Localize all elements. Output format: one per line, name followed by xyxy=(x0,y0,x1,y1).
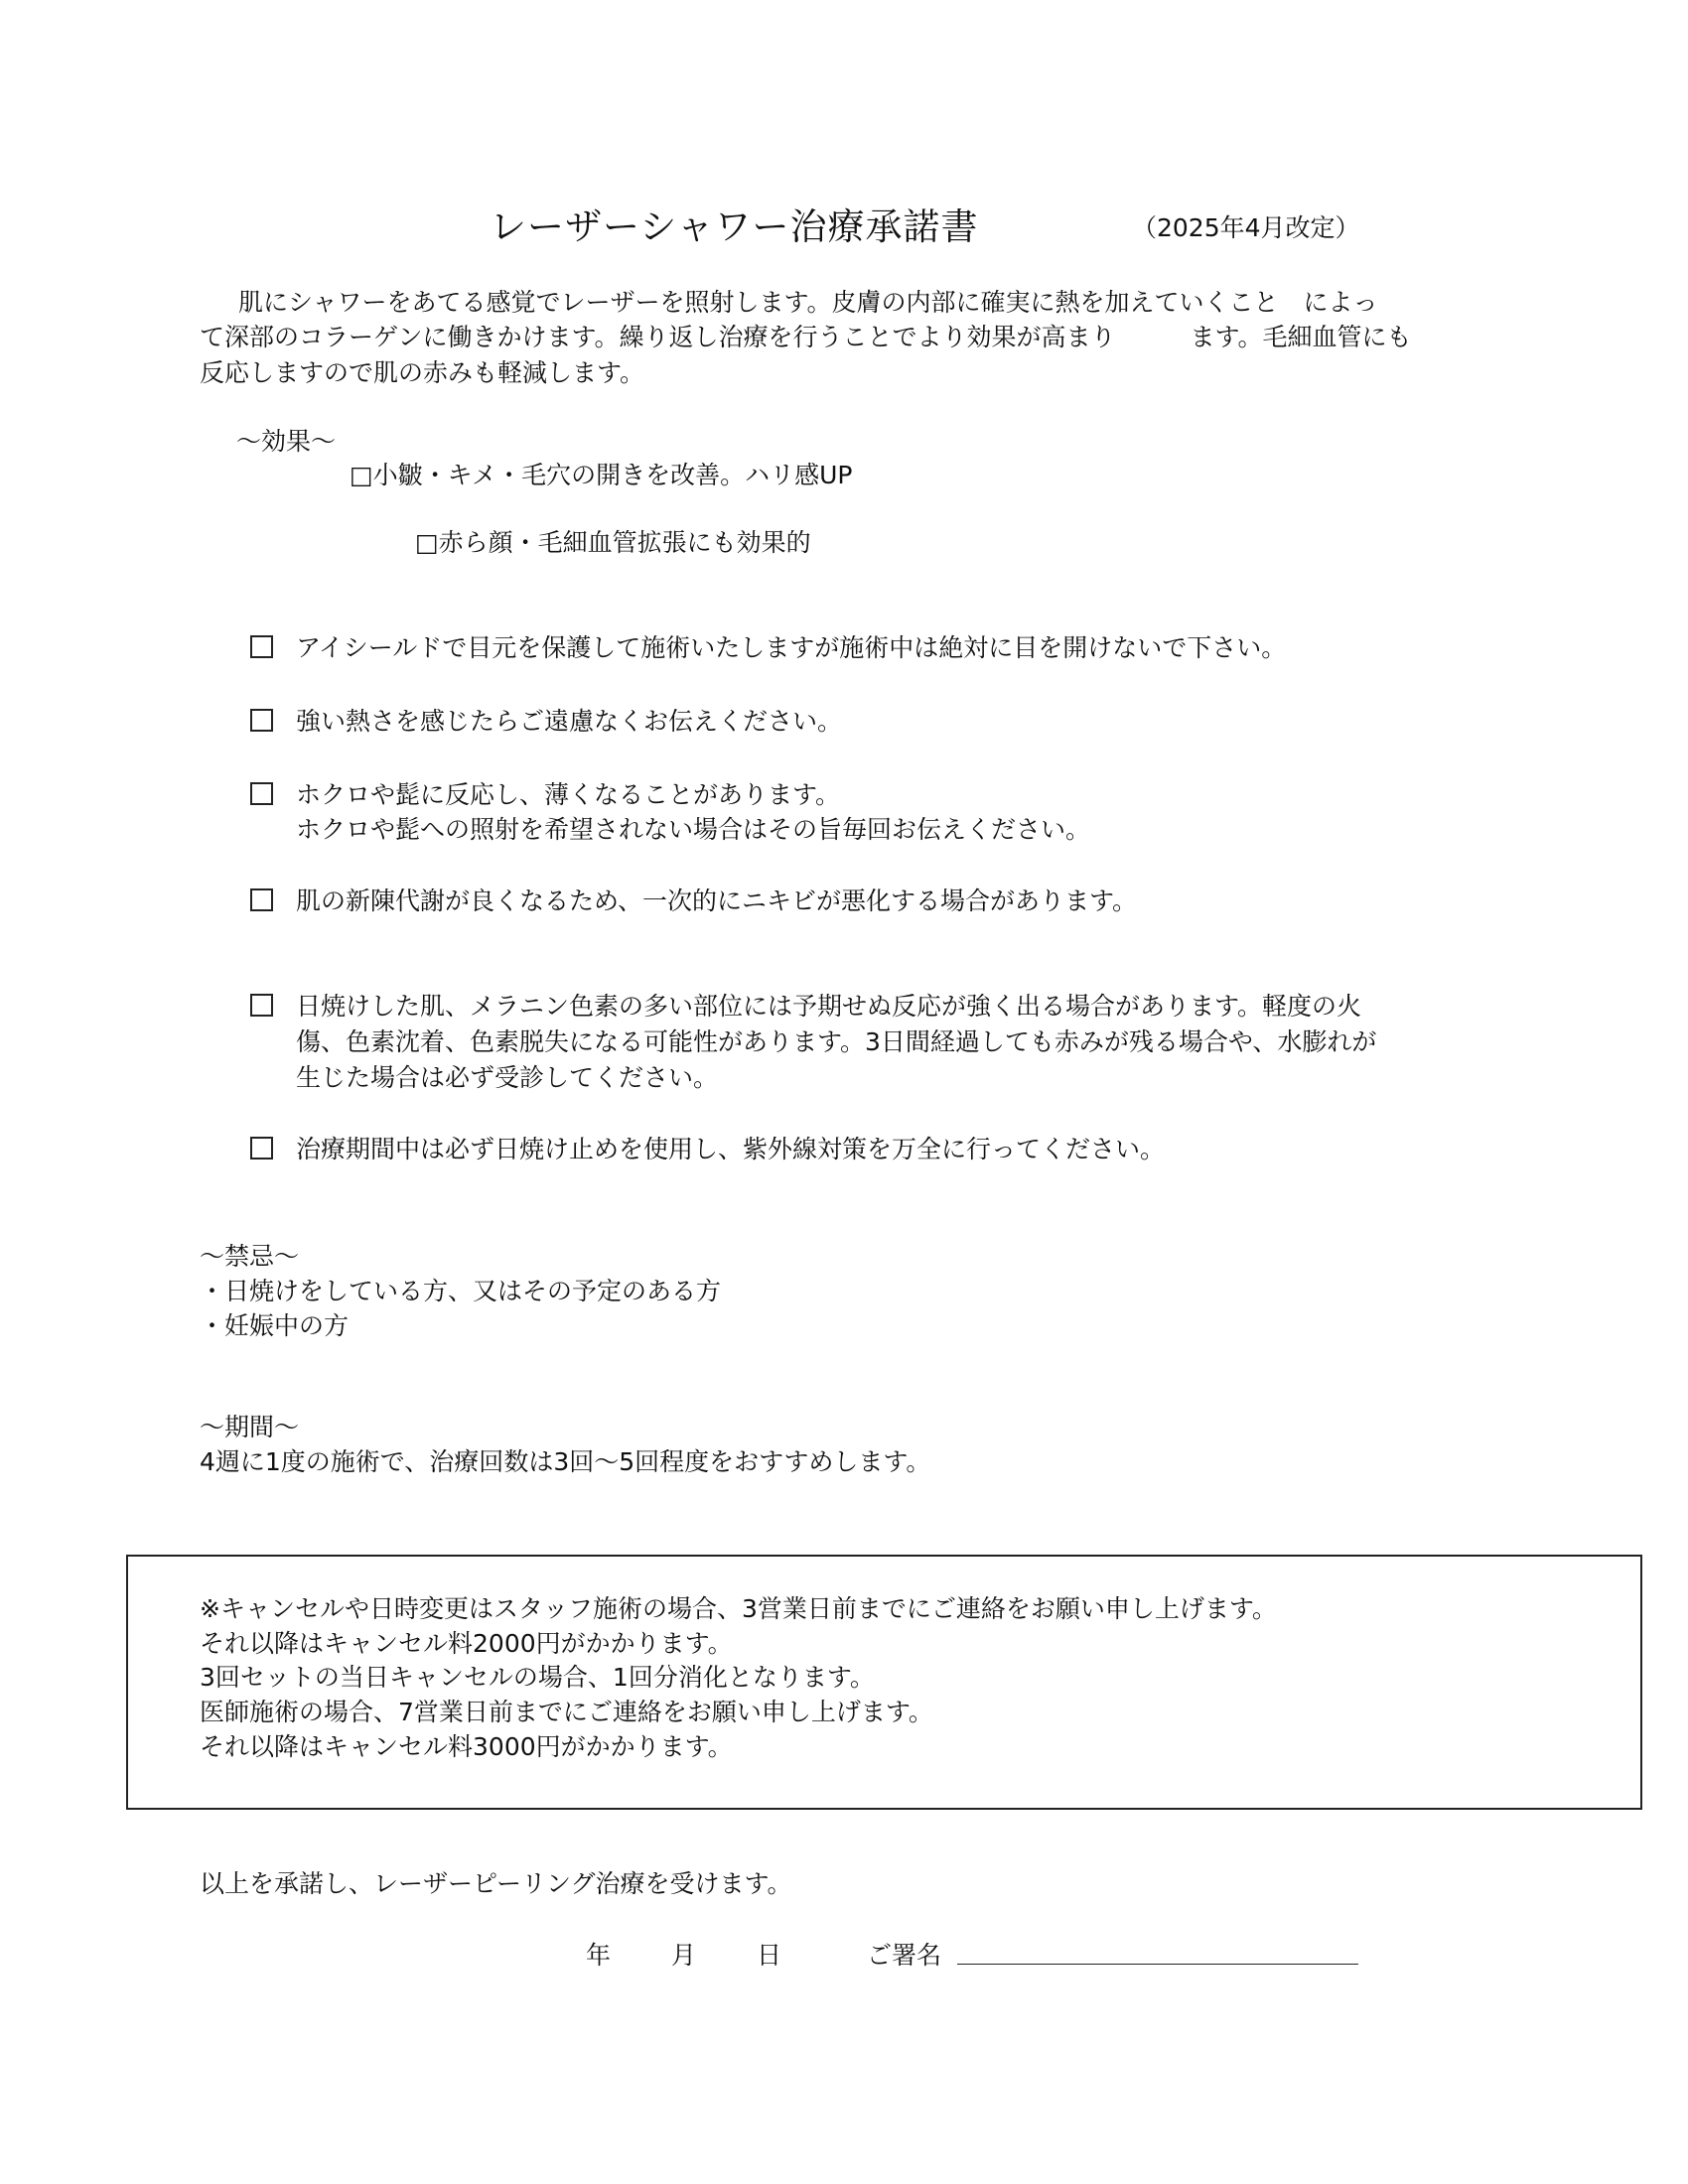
notice-2-line-1: 強い熱さを感じたらご遠慮なくお伝えください。 xyxy=(296,707,843,736)
notice-5-line-3: 生じた場合は必ず受診してください。 xyxy=(296,1063,719,1092)
date-month-label: 月 xyxy=(671,1941,697,1970)
revision-date: （2025年4月改定） xyxy=(1132,213,1360,242)
period-text: 4週に1度の施術で、治療回数は3回～5回程度をおすすめします。 xyxy=(200,1447,931,1476)
cancellation-line-3: 3回セットの当日キャンセルの場合、1回分消化となります。 xyxy=(200,1663,875,1692)
notice-6-line-1: 治療期間中は必ず日焼け止めを使用し、紫外線対策を万全に行ってください。 xyxy=(296,1135,1166,1163)
notice-4-line-1: 肌の新陳代謝が良くなるため、一次的にニキビが悪化する場合があります。 xyxy=(296,887,1138,915)
signature-label: ご署名 xyxy=(867,1941,942,1970)
notice-3-line-2: ホクロや髭への照射を希望されない場合はその旨毎回お伝えください。 xyxy=(296,815,1091,844)
notice-checkbox-2[interactable] xyxy=(250,709,273,732)
notice-checkbox-5[interactable] xyxy=(250,994,273,1017)
cancellation-line-1: ※キャンセルや日時変更はスタッフ施術の場合、3営業日前までにご連絡をお願い申し上げます。 xyxy=(200,1594,1277,1623)
document-title: レーザーシャワー治療承諾書 xyxy=(490,205,979,248)
period-heading: ～期間～ xyxy=(200,1413,300,1441)
date-day-label: 日 xyxy=(757,1941,782,1970)
contraindication-item-1: ・日焼けをしている方、又はその予定のある方 xyxy=(200,1277,722,1305)
effects-heading: ～効果～ xyxy=(236,427,337,456)
notice-3-line-1: ホクロや髭に反応し、薄くなることがあります。 xyxy=(296,780,841,809)
contraindication-item-2: ・妊娠中の方 xyxy=(200,1311,350,1340)
cancellation-line-2: それ以降はキャンセル料2000円がかかります。 xyxy=(200,1629,733,1658)
notice-checkbox-3[interactable] xyxy=(250,782,273,805)
notice-checkbox-1[interactable] xyxy=(250,635,273,658)
cancellation-line-5: それ以降はキャンセル料3000円がかかります。 xyxy=(200,1732,733,1761)
notice-1-line-1: アイシールドで目元を保護して施術いたしますが施術中は絶対に目を開けないで下さい。 xyxy=(296,633,1287,662)
cancellation-line-4: 医師施術の場合、7営業日前までにご連絡をお願い申し上げます。 xyxy=(200,1698,933,1726)
effect-item-1: □小皺・キメ・毛穴の開きを改善。ハリ感UP xyxy=(350,461,853,489)
effect-item-2: □赤ら顔・毛細血管拡張にも効果的 xyxy=(415,528,811,557)
notice-5-line-1: 日焼けした肌、メラニン色素の多い部位には予期せぬ反応が強く出る場合があります。軽度の火 xyxy=(296,992,1362,1021)
intro-line-3: 反応しますので肌の赤みも軽減します。 xyxy=(200,358,645,387)
date-year-label: 年 xyxy=(586,1941,612,1970)
contraindications-heading: ～禁忌～ xyxy=(200,1242,300,1271)
signature-line[interactable] xyxy=(957,1964,1358,1965)
intro-line-1: 肌にシャワーをあてる感覚でレーザーを照射します。皮膚の内部に確実に熱を加えていくこと によっ xyxy=(238,288,1378,317)
notice-checkbox-6[interactable] xyxy=(250,1137,273,1160)
consent-statement: 以上を承諾し、レーザーピーリング治療を受けます。 xyxy=(200,1869,792,1898)
intro-line-2: て深部のコラーゲンに働きかけます。繰り返し治療を行うことでより効果が高まり ます。毛細血管にも xyxy=(200,323,1412,351)
notice-5-line-2: 傷、色素沈着、色素脱失になる可能性があります。3日間経過しても赤みが残る場合や、水膨れが xyxy=(296,1027,1377,1056)
notice-checkbox-4[interactable] xyxy=(250,888,273,911)
